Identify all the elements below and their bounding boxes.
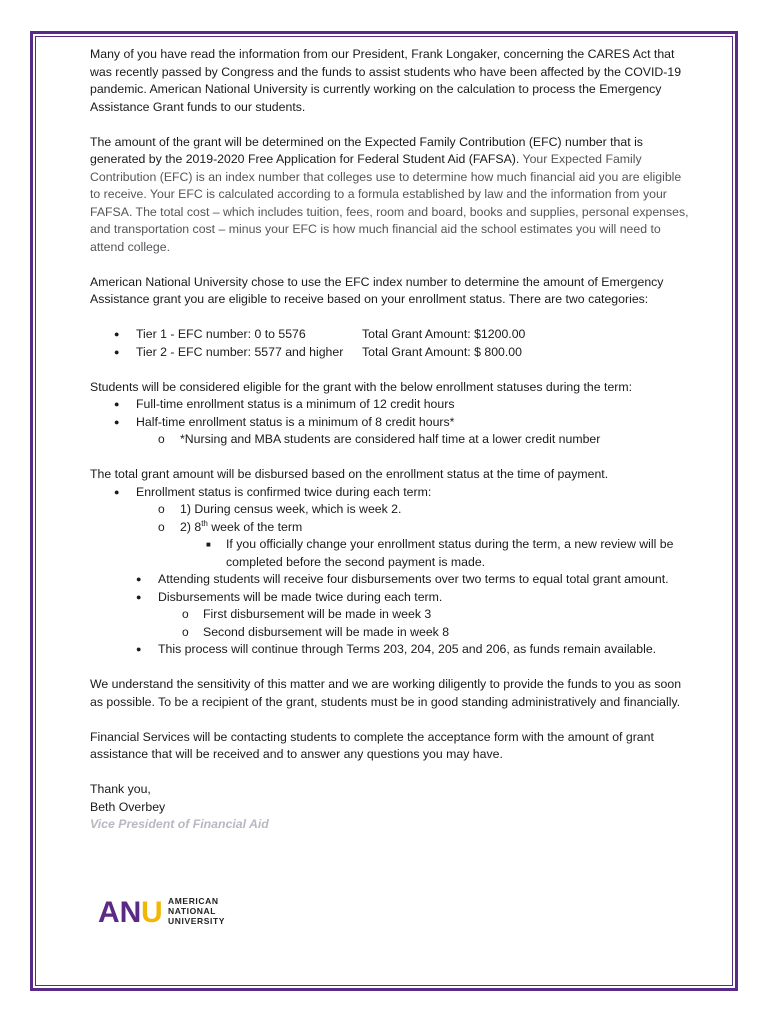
signer-name: Beth Overbey bbox=[90, 799, 166, 814]
signer-title: Vice President of Financial Aid bbox=[90, 817, 269, 831]
tier-2-amount: Total Grant Amount: $ 800.00 bbox=[362, 344, 522, 359]
circle-bullet-icon: o bbox=[182, 607, 189, 621]
enrollment-census bbox=[90, 501, 690, 519]
bullet-icon: ● bbox=[114, 486, 120, 497]
bullet-icon: ● bbox=[136, 574, 142, 584]
square-bullet-icon: ■ bbox=[206, 540, 211, 549]
disbursed-paragraph: The total grant amount will be disbursed based on the enrollment status at the time of payment. bbox=[90, 467, 609, 481]
enrollment-confirmed bbox=[90, 484, 690, 502]
categories-paragraph: American National University chose to use the EFC index number to determine the amount of Emergency Assistance grant you are eligible to receive based on your enrollment status. There are two categories: bbox=[90, 274, 664, 306]
efc-paragraph-part1: The amount of the grant will be determined on the Expected Family Contribution (EFC) number that is generated by the 2019-2020 Free Application for Federal Student Aid (FAFSA). bbox=[90, 134, 643, 166]
enrollment-week8-prefix: 2) 8 bbox=[180, 519, 202, 534]
logo-line-national: NATIONAL bbox=[168, 906, 217, 916]
enrollment-continue bbox=[90, 641, 690, 659]
eligibility-full-time bbox=[90, 396, 690, 414]
enrollment-continue-text: This process will continue through Terms 203, 204, 205 and 206, as funds remain available. bbox=[158, 642, 657, 656]
anu-mark-text: AN bbox=[98, 896, 142, 929]
circle-bullet-icon: o bbox=[158, 519, 165, 534]
enrollment-first bbox=[90, 606, 690, 624]
circle-bullet-icon: o bbox=[158, 432, 165, 446]
logo-wordmark bbox=[168, 896, 225, 926]
enrollment-week8-sup: th bbox=[201, 518, 208, 528]
circle-bullet-icon: o bbox=[182, 624, 189, 639]
bullet-icon: ● bbox=[136, 591, 142, 602]
enrollment-attending bbox=[90, 571, 690, 589]
logo-line-american: AMERICAN bbox=[168, 896, 219, 906]
eligibility-note-text: *Nursing and MBA students are considered half time at a lower credit number bbox=[180, 432, 601, 446]
bullet-icon: ● bbox=[114, 346, 120, 357]
logo-line-university: UNIVERSITY bbox=[168, 916, 226, 926]
closing-text: Thank you, bbox=[90, 782, 151, 796]
enrollment-change-text: If you officially change your enrollment status during the term, a new review will be completed before the second payment is made. bbox=[226, 537, 674, 569]
enrollment-attending-text: Attending students will receive four disbursements over two terms to equal total grant amount. bbox=[158, 572, 669, 586]
anu-logo bbox=[98, 896, 226, 929]
enrollment-twice bbox=[90, 589, 690, 607]
letter-body bbox=[90, 46, 690, 834]
bullet-icon: ● bbox=[114, 399, 120, 409]
enrollment-week8 bbox=[90, 519, 690, 537]
tier-1-label: Tier 1 - EFC number: 0 to 5576 bbox=[136, 327, 306, 341]
tier-2-label: Tier 2 - EFC number: 5577 and higher bbox=[136, 344, 344, 359]
enrollment-week8-suffix: week of the term bbox=[207, 519, 303, 534]
efc-paragraph bbox=[90, 134, 690, 257]
anu-logo-mark bbox=[98, 896, 163, 929]
sensitivity-paragraph: We understand the sensitivity of this matter and we are working diligently to provide the funds to you as soon as possible. To be a recipient of the grant, students must be in good standing administratively and financially. bbox=[90, 677, 682, 709]
enrollment-census-text: 1) During census week, which is week 2. bbox=[180, 502, 402, 516]
signature-block bbox=[90, 781, 690, 834]
enrollment-confirmed-text: Enrollment status is confirmed twice during each term: bbox=[136, 484, 432, 499]
anu-mark-u: U bbox=[141, 896, 163, 929]
bullet-icon: ● bbox=[114, 329, 120, 339]
eligible-paragraph: Students will be considered eligible for the grant with the below enrollment statuses during the term: bbox=[90, 379, 633, 394]
eligibility-note bbox=[90, 431, 690, 449]
tier-item-1 bbox=[90, 326, 690, 344]
eligibility-full-time-text: Full-time enrollment status is a minimum of 12 credit hours bbox=[136, 397, 455, 411]
eligibility-list bbox=[90, 396, 690, 449]
efc-paragraph-part2: Your Expected Family Contribution (EFC) is an index number that colleges use to determine how much financial aid you are eligible to receive. Your EFC is calculated according to a formula established by law and the information from your FAFSA. The total cost – which includes tuition, fees, room and board, books and supplies, personal expenses, and transportation cost – minus your EFC is how much financial aid the school estimates you will need to attend college. bbox=[90, 152, 689, 254]
enrollment-list bbox=[90, 484, 690, 659]
enrollment-twice-text: Disbursements will be made twice during each term. bbox=[158, 589, 443, 604]
tier-list bbox=[90, 326, 690, 361]
contact-paragraph: Financial Services will be contacting students to complete the acceptance form with the amount of grant assistance that will be received and to answer any questions you may have. bbox=[90, 729, 654, 761]
eligibility-half-time-text: Half-time enrollment status is a minimum of 8 credit hours* bbox=[136, 414, 455, 429]
intro-paragraph: Many of you have read the information from our President, Frank Longaker, concerning the CARES Act that was recently passed by Congress and the funds to assist students who have been affected by the COVID-19 pandemic. American National University is currently working on the calculation to process the Emergency Assistance Grant funds to our students. bbox=[90, 47, 682, 114]
enrollment-change bbox=[90, 536, 690, 571]
bullet-icon: ● bbox=[114, 416, 120, 427]
enrollment-first-text: First disbursement will be made in week 3 bbox=[203, 607, 432, 621]
tier-item-2 bbox=[90, 344, 690, 362]
enrollment-second-text: Second disbursement will be made in week 8 bbox=[203, 624, 450, 639]
tier-1-amount: Total Grant Amount: $1200.00 bbox=[362, 327, 526, 341]
eligibility-half-time bbox=[90, 414, 690, 432]
bullet-icon: ● bbox=[136, 644, 142, 654]
enrollment-second bbox=[90, 624, 690, 642]
circle-bullet-icon: o bbox=[158, 502, 165, 516]
